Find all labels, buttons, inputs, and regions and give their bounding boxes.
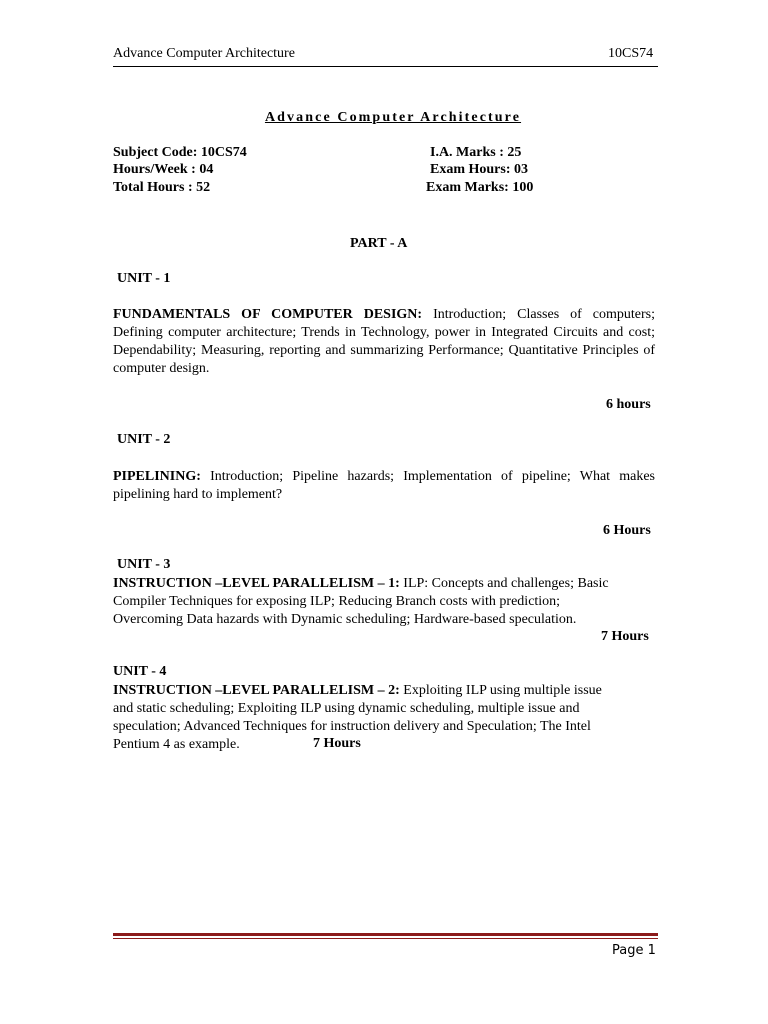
part-heading: PART - A	[350, 236, 408, 251]
total-hours: Total Hours : 52	[113, 180, 211, 195]
unit-3-description	[113, 575, 658, 629]
unit-3-hours: 7 Hours	[601, 629, 649, 644]
unit-3-label: UNIT - 3	[117, 557, 171, 572]
running-header-title: Advance Computer Architecture	[113, 46, 295, 61]
footer-rule-thick	[113, 933, 658, 936]
unit-2-text: Introduction; Pipeline hazards; Implementation of pipeline; What makes pipelining hard to implement?	[113, 469, 655, 502]
header-rule	[113, 66, 658, 67]
unit-3-line-2: Compiler Techniques for exposing ILP; Reducing Branch costs with prediction;	[113, 594, 561, 609]
unit-4-heading: INSTRUCTION –LEVEL PARALLELISM – 2:	[113, 683, 400, 698]
unit-1-heading: FUNDAMENTALS OF COMPUTER DESIGN:	[113, 307, 423, 322]
unit-2-description	[113, 468, 655, 504]
unit-2-label: UNIT - 2	[117, 432, 171, 447]
exam-marks: Exam Marks: 100	[426, 180, 534, 195]
exam-hours: Exam Hours: 03	[430, 162, 528, 177]
unit-4-line-2: and static scheduling; Exploiting ILP using dynamic scheduling, multiple issue and	[113, 701, 580, 716]
unit-3-heading: INSTRUCTION –LEVEL PARALLELISM – 1:	[113, 576, 400, 591]
unit-4-label: UNIT - 4	[113, 664, 167, 679]
unit-4-line-1: Exploiting ILP using multiple issue	[399, 683, 602, 698]
unit-1-label: UNIT - 1	[117, 271, 171, 286]
subject-code: Subject Code: 10CS74	[113, 145, 247, 160]
unit-2-hours: 6 Hours	[603, 523, 651, 538]
unit-3-line-3: Overcoming Data hazards with Dynamic scheduling; Hardware-based speculation.	[113, 612, 577, 627]
document-title: Advance Computer Architecture	[264, 110, 522, 125]
running-header-code: 10CS74	[608, 46, 654, 61]
unit-4-line-4: Pentium 4 as example.	[113, 737, 240, 752]
unit-4-hours: 7 Hours	[313, 736, 361, 751]
footer-rule-thin	[113, 938, 658, 939]
unit-4-line-3: speculation; Advanced Techniques for instruction delivery and Speculation; The Intel	[113, 719, 591, 734]
unit-4-description	[113, 682, 658, 754]
unit-1-text: Introduction; Classes of computers; Defining computer architecture; Trends in Technology, power in Integrated Circuits and cost; Dependability; Measuring, reporting and summarizing Performance; Quantitative Principles of computer design.	[113, 307, 655, 376]
unit-1-description	[113, 306, 655, 378]
page-number: Page 1	[612, 943, 656, 958]
unit-1-hours: 6 hours	[606, 397, 651, 412]
unit-3-line-1: ILP: Concepts and challenges; Basic	[399, 576, 609, 591]
ia-marks: I.A. Marks : 25	[430, 145, 522, 160]
unit-2-heading: PIPELINING:	[113, 469, 201, 484]
hours-week: Hours/Week : 04	[113, 162, 214, 177]
